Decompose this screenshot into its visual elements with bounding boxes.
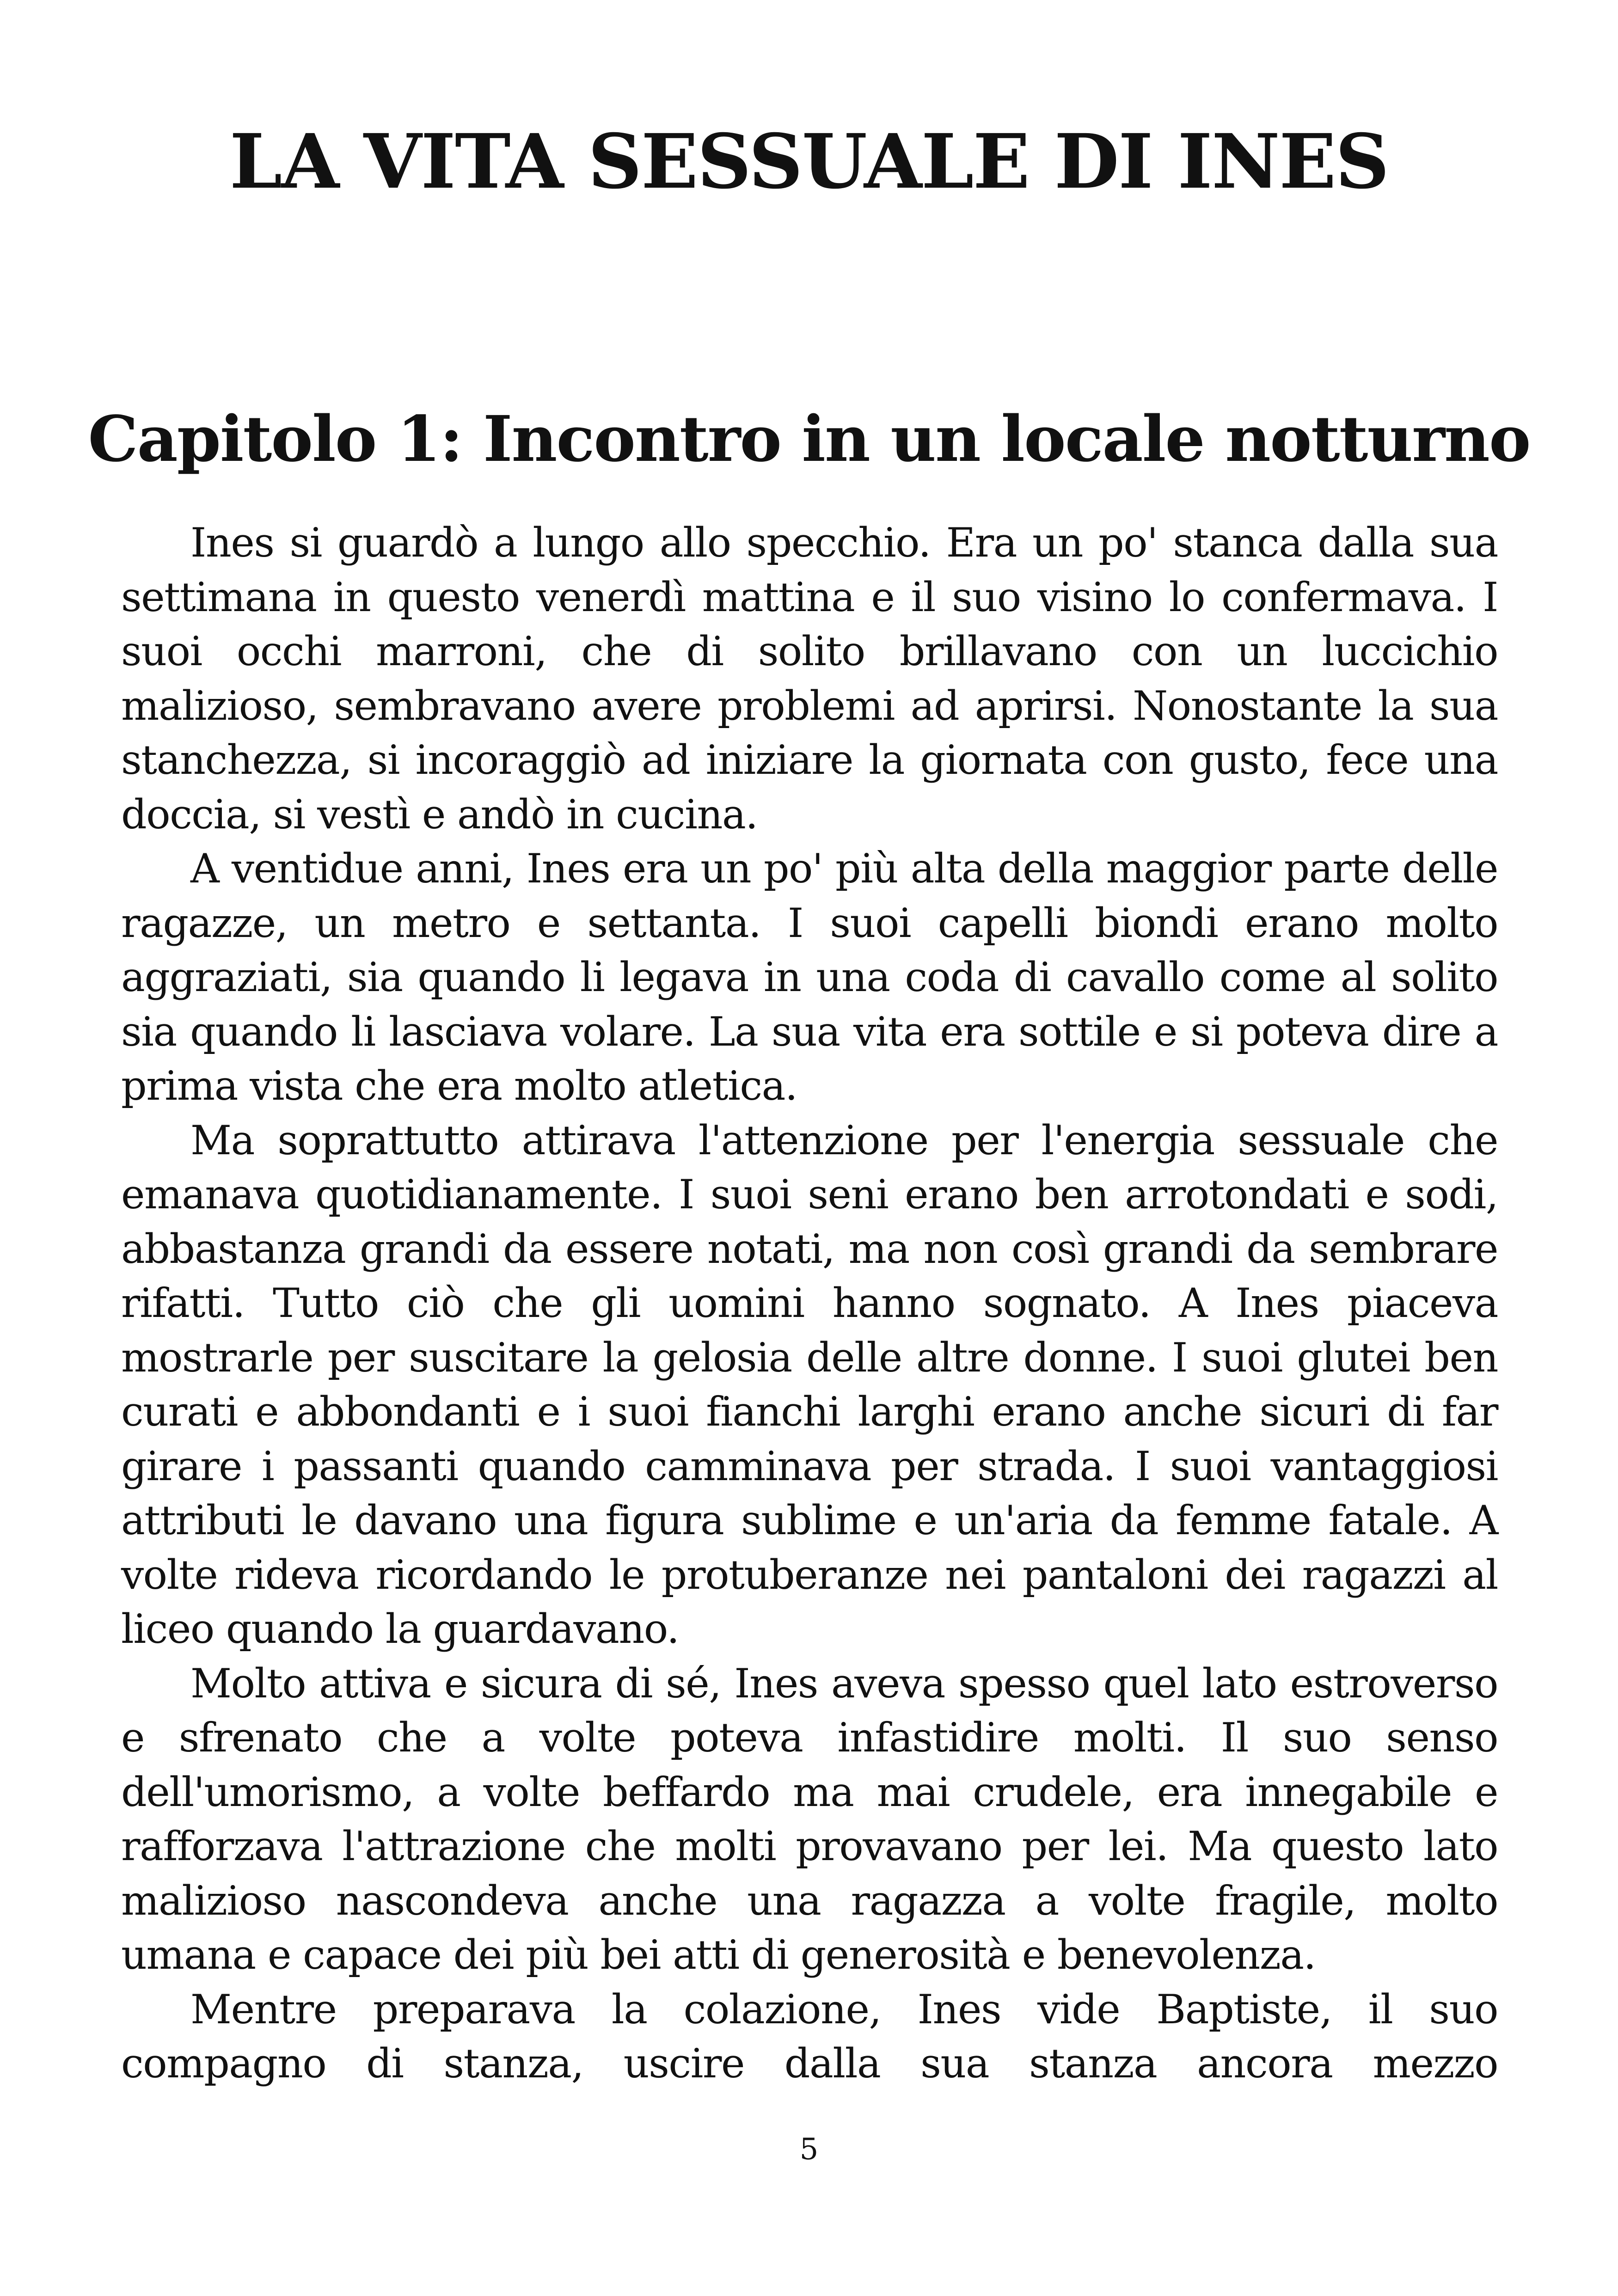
book-title: LA VITA SESSUALE DI INES (229, 118, 1389, 206)
paragraph-1: Ines si guardò a lungo allo specchio. Era un po' stanca dalla sua settimana in questo venerdì mattina e il suo visino lo confermava. I suoi occhi marroni, che di solito brillavano con un luccichio malizioso, sembravano avere problemi ad aprirsi. Nonostante la sua stanchezza, si incoraggiò ad iniziare la giornata con gusto, fece una doccia, si vestì e andò in cucina. (121, 519, 1498, 838)
chapter-title: Capitolo 1: Incontro in un locale notturno (88, 402, 1530, 476)
paragraph-2: A ventidue anni, Ines era un po' più alta della maggior parte delle ragazze, un metro e settanta. I suoi capelli biondi erano molto aggraziati, sia quando li legava in una coda di cavallo come al solito sia quando li lasciava volare. La sua vita era sottile e si poteva dire a prima vista che era molto atletica. (121, 845, 1498, 1109)
chapter-body (121, 516, 1498, 2091)
paragraph-3: Ma soprattutto attirava l'attenzione per l'energia sessuale che emanava quotidianamente. I suoi seni erano ben arrotondati e sodi, abbastanza grandi da essere notati, ma non così grandi da sembrare rifatti. Tutto ciò che gli uomini hanno sognato. A Ines piaceva mostrarle per suscitare la gelosia delle altre donne. I suoi glutei ben curati e abbondanti e i suoi fianchi larghi erano anche sicuri di far girare i passanti quando camminava per strada. I suoi vantaggiosi attributi le davano una figura sublime e un'aria da femme fatale. A volte rideva ricordando le protuberanze nei pantaloni dei ragazzi al liceo quando la guardavano. (121, 1116, 1498, 1653)
paragraph-4: Molto attiva e sicura di sé, Ines aveva spesso quel lato estroverso e sfrenato che a volte poteva infastidire molti. Il suo senso dell'umorismo, a volte beffardo ma mai crudele, era innegabile e rafforzava l'attrazione che molti provavano per lei. Ma questo lato malizioso nascondeva anche una ragazza a volte fragile, molto umana e capace dei più bei atti di generosità e benevolenza. (121, 1659, 1498, 1978)
page-number: 5 (799, 2132, 819, 2167)
paragraph-5: Mentre preparava la colazione, Ines vide Baptiste, il suo compagno di stanza, uscire dalla sua stanza ancora mezzo (121, 1985, 1498, 2087)
